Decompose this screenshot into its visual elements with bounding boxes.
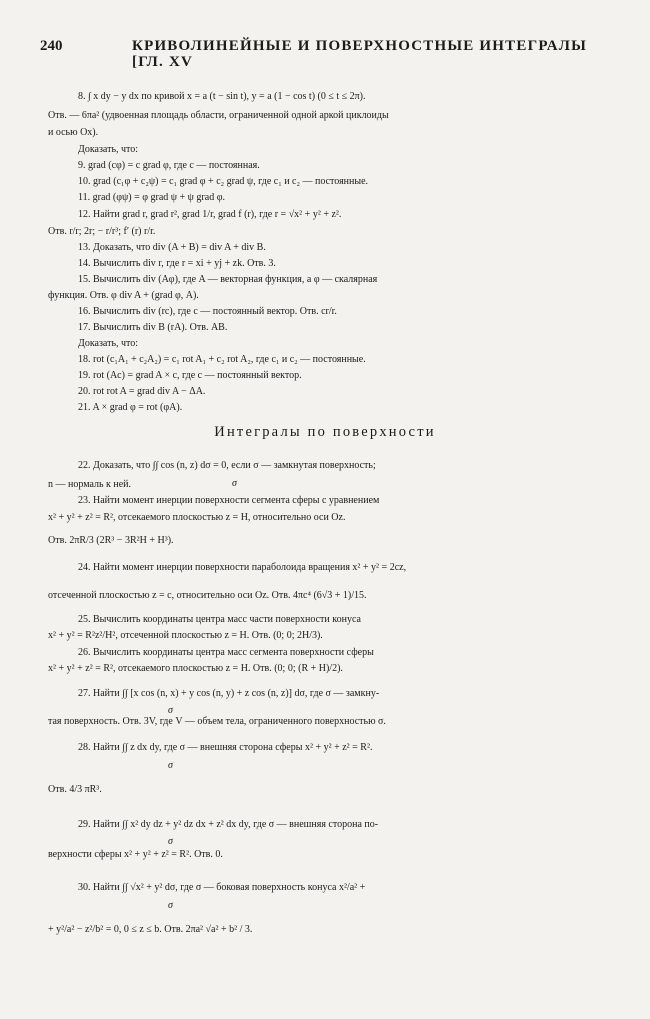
problem-27: 27. Найти ∫∫ [x cos (n, x) + y cos (n, y) + z cos (n, z)] dσ, где σ — замкну-: [78, 688, 380, 699]
sigma-subscript: σ: [168, 705, 173, 716]
problem-21: 21. A × grad φ = rot (φA).: [78, 402, 183, 413]
problem-26-cont: x² + y² + z² = R², отсекаемого плоскостью z = H. Отв. (0; 0; (R + H)/2).: [48, 663, 343, 674]
answer-12: Отв. r/r; 2r; − r/r³; f′ (r) r/r.: [48, 226, 156, 237]
sigma-subscript: σ: [168, 836, 173, 847]
problem-8: 8. ∫ x dy − y dx по кривой x = a (t − sin t), y = a (1 − cos t) (0 ≤ t ≤ 2π).: [78, 91, 366, 102]
problem-10: 10. grad (c₁φ + c₂ψ) = c₁ grad φ + c₂ grad ψ, где c₁ и c₂ — постоянные.: [78, 176, 369, 187]
answer-23: Отв. 2πR/3 (2R³ − 3R²H + H³).: [48, 535, 174, 546]
answer-28: Отв. 4/3 πR³.: [48, 784, 102, 795]
problem-19: 19. rot (Ac) = grad A × c, где c — постоянный вектор.: [78, 370, 302, 381]
problem-24: 24. Найти момент инерции поверхности параболоида вращения x² + y² = 2cz,: [78, 562, 407, 573]
problem-24-cont: отсеченной плоскостью z = c, относительно оси Oz. Отв. 4πc⁴ (6√3 + 1)/15.: [48, 590, 367, 601]
problem-27-cont: тая поверхность. Отв. 3V, где V — объем тела, ограниченного поверхностью σ.: [48, 716, 386, 727]
sigma-subscript: σ: [232, 478, 237, 489]
answer-8: Отв. — 6πa² (удвоенная площадь области, ограниченной одной аркой циклоиды: [48, 110, 389, 121]
problem-14: 14. Вычислить div r, где r = xi + yj + zk. Отв. 3.: [78, 258, 276, 269]
page-number: 240: [40, 38, 63, 54]
problem-13: 13. Доказать, что div (A + B) = div A + div B.: [78, 242, 266, 253]
problem-29: 29. Найти ∫∫ x² dy dz + y² dz dx + z² dx dy, где σ — внешняя сторона по-: [78, 819, 379, 830]
chapter-title: КРИВОЛИНЕЙНЫЕ И ПОВЕРХНОСТНЫЕ ИНТЕГРАЛЫ [ГЛ. XV: [132, 38, 588, 70]
problem-11: 11. grad (φψ) = φ grad ψ + ψ grad φ.: [78, 192, 225, 203]
problem-15-cont: функция. Отв. φ div A + (grad φ, A).: [48, 290, 199, 301]
problem-15: 15. Вычислить div (Aφ), где A — векторная функция, а φ — скалярная: [78, 274, 378, 285]
problem-25-cont: x² + y² = R²z²/H², отсеченной плоскостью z = H. Отв. (0; 0; 2H/3).: [48, 630, 323, 641]
problem-28: 28. Найти ∫∫ z dx dy, где σ — внешняя сторона сферы x² + y² + z² = R².: [78, 742, 373, 753]
problem-30: 30. Найти ∫∫ √x² + y² dσ, где σ — боковая поверхность конуса x²/a² +: [78, 882, 366, 893]
section-heading: Интегралы по поверхности: [214, 424, 436, 440]
problem-25: 25. Вычислить координаты центра масс части поверхности конуса: [78, 614, 361, 625]
problem-26: 26. Вычислить координаты центра масс сегмента поверхности сферы: [78, 647, 374, 658]
running-header: [40, 38, 620, 70]
answer-8-cont: и осью Ox).: [48, 127, 99, 138]
problem-12: 12. Найти grad r, grad r², grad 1/r, grad f (r), где r = √x² + y² + z².: [78, 209, 342, 220]
prove-heading-2: Доказать, что:: [78, 338, 139, 349]
problem-20: 20. rot rot A = grad div A − ΔA.: [78, 386, 206, 397]
sigma-subscript: σ: [168, 760, 173, 771]
prove-heading-1: Доказать, что:: [78, 144, 139, 155]
problem-29-cont: верхности сферы x² + y² + z² = R². Отв. 0.: [48, 849, 223, 860]
problem-22: 22. Доказать, что ∫∫ cos (n, z) dσ = 0, если σ — замкнутая поверхность;: [78, 460, 376, 471]
problem-23-cont: x² + y² + z² = R², отсекаемого плоскостью z = H, относительно оси Oz.: [48, 512, 346, 523]
problem-9: 9. grad (cφ) = c grad φ, где c — постоянная.: [78, 160, 260, 171]
problem-17: 17. Вычислить div B (rA). Отв. AB.: [78, 322, 228, 333]
problem-16: 16. Вычислить div (rc), где c — постоянный вектор. Отв. cr/r.: [78, 306, 337, 317]
problem-22-cont: n — нормаль к ней.: [48, 479, 132, 490]
sigma-subscript: σ: [168, 900, 173, 911]
problem-18: 18. rot (c₁A₁ + c₂A₂) = c₁ rot A₁ + c₂ rot A₂, где c₁ и c₂ — постоянные.: [78, 354, 366, 365]
problem-23: 23. Найти момент инерции поверхности сегмента сферы с уравнением: [78, 495, 380, 506]
problem-30-cont: + y²/a² − z²/b² = 0, 0 ≤ z ≤ b. Отв. 2πa² √a² + b² / 3.: [48, 924, 253, 935]
